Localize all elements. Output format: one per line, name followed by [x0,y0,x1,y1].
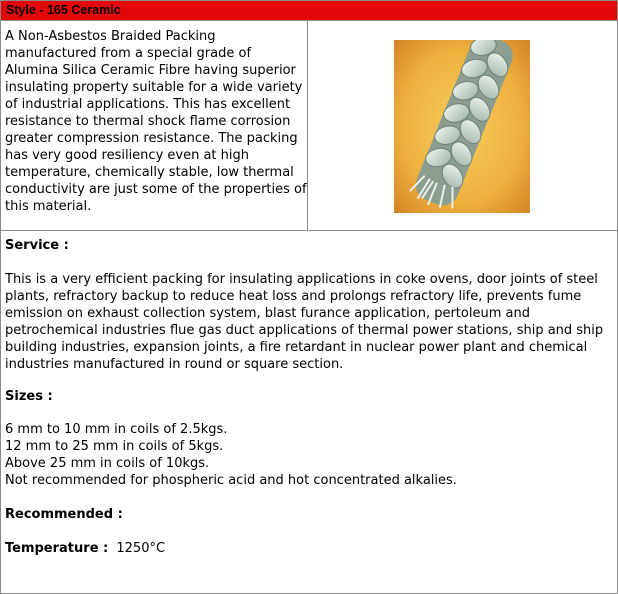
image-cell [309,21,617,231]
description-cell [1,21,308,231]
product-title-bar [1,1,617,21]
service-text: This is a very efficient packing for insulating applications in coke ovens, door joints of steel plants, refractory backup to reduce heat loss and prolongs refractory life, prevents fume emission on exhaust collection system, blast furance application, pertoleum and petrochemical industries flue gas duct applications of thermal power stations, ship and ship building industries, expansion joints, a fire retardant in nuclear power plant and chemical industries manufactured in round or square section. [5,272,604,372]
sizes-heading: Sizes : [5,389,53,404]
size-note: Not recommended for phospheric acid and hot concentrated alkalies. [5,473,457,488]
description-text: A Non-Asbestos Braided Packing manufactured from a special grade of Alumina Silica Ceramic Fibre having superior insulating property suitable for a wide variety of industrial applications. This has excellent resistance to thermal shock flame corrosion greater compression resistance. The packing has very good resiliency even at high temperature, chemically stable, low thermal conductivity are just some of the properties of this material. [5,29,307,214]
ceramic-rope-photo [394,40,530,213]
temperature-value: 1250°C [116,541,166,556]
temperature-label: Temperature : [5,541,109,556]
size-line: Above 25 mm in coils of 10kgs. [5,456,210,471]
temperature-row [5,540,613,557]
product-title: Style - 165 Ceramic [6,3,121,17]
size-line: 6 mm to 10 mm in coils of 2.5kgs. [5,422,228,437]
size-line: 12 mm to 25 mm in coils of 5kgs. [5,439,224,454]
recommended-heading: Recommended : [5,507,123,522]
service-heading: Service : [5,238,69,253]
